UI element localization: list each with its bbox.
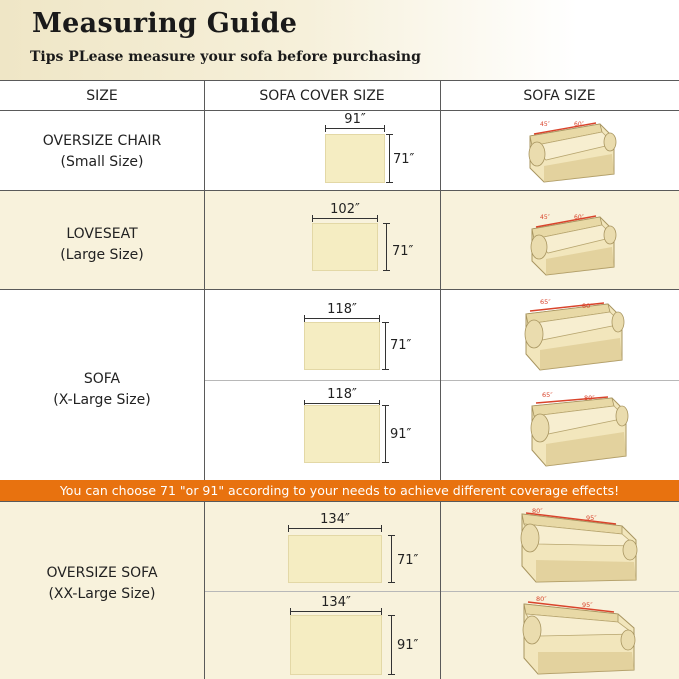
sofa-icon [526, 386, 632, 470]
cover-rectangle [312, 223, 378, 271]
size-label-loveseat [0, 224, 204, 266]
dimension-tick [383, 223, 390, 224]
cover-width-label: 118″ [327, 302, 357, 317]
width-dimension-line [304, 318, 380, 319]
header-banner [0, 0, 679, 80]
size-sub: (Small Size) [60, 154, 144, 170]
column-header-size: SIZE [86, 88, 118, 104]
sofa-range-to: 60″ [574, 121, 584, 128]
dimension-tick [379, 315, 380, 322]
column-divider [440, 501, 441, 679]
cover-height-label: 71″ [393, 152, 415, 167]
height-dimension-line [385, 405, 386, 463]
size-sub: (Large Size) [60, 247, 144, 263]
size-sub: (X-Large Size) [53, 392, 151, 408]
size-sub: (XX-Large Size) [48, 586, 156, 602]
sofa-icon [526, 207, 622, 277]
table-top-rule [0, 80, 679, 81]
cover-rectangle [325, 134, 385, 183]
dimension-tick [290, 608, 291, 615]
size-label-oversize-sofa [0, 563, 204, 605]
dimension-tick [325, 125, 326, 132]
dimension-tick [382, 462, 389, 463]
page-subtitle: Tips PLease measure your sofa before purchasing [30, 49, 421, 65]
sofa-range-from: 45″ [540, 214, 550, 221]
dimension-tick [304, 315, 305, 322]
column-header-sofa-size: SOFA SIZE [523, 88, 596, 104]
column-header-cover-size: SOFA COVER SIZE [259, 88, 385, 104]
dimension-tick [312, 215, 313, 222]
row-divider [0, 289, 679, 290]
cover-rectangle [304, 405, 380, 463]
width-dimension-line [288, 528, 382, 529]
sofa-range-from: 80″ [536, 595, 547, 603]
cover-width-label: 91″ [344, 112, 366, 127]
dimension-tick [388, 582, 395, 583]
dimension-tick [384, 125, 385, 132]
dimension-tick [377, 215, 378, 222]
cover-height-label: 71″ [397, 553, 419, 568]
width-dimension-line [312, 218, 378, 219]
height-dimension-line [389, 134, 390, 183]
sofa-range-to: 95″ [586, 514, 597, 522]
sofa-icon [516, 504, 642, 588]
sofa-range-to: 60″ [574, 214, 584, 221]
row-divider [0, 501, 679, 502]
dimension-tick [386, 134, 393, 135]
dimension-tick [383, 270, 390, 271]
height-dimension-line [391, 615, 392, 675]
size-name: OVERSIZE SOFA [46, 565, 158, 581]
row-divider [0, 190, 679, 191]
cover-width-label: 134″ [321, 595, 351, 610]
dimension-tick [381, 608, 382, 615]
dimension-tick [388, 674, 395, 675]
table-header-rule [0, 110, 679, 111]
size-label-oversize-chair [0, 131, 204, 173]
size-name: LOVESEAT [66, 226, 138, 242]
cover-height-label: 71″ [392, 244, 414, 259]
dimension-tick [388, 535, 395, 536]
sofa-icon [522, 116, 622, 184]
dimension-tick [288, 525, 289, 532]
size-name: SOFA [83, 371, 121, 387]
size-label-sofa [0, 369, 204, 411]
cover-rectangle [290, 615, 382, 675]
cover-width-label: 118″ [327, 387, 357, 402]
sofa-range-from: 65″ [542, 391, 553, 399]
dimension-tick [382, 322, 389, 323]
height-dimension-line [391, 535, 392, 583]
sofa-range-from: 45″ [540, 121, 550, 128]
width-dimension-line [290, 611, 382, 612]
page-title: Measuring Guide [32, 8, 298, 39]
sofa-range-to: 80″ [584, 394, 595, 402]
sub-row-divider [204, 380, 679, 381]
column-divider [440, 80, 441, 480]
sofa-range-from: 65″ [540, 298, 551, 306]
column-divider [204, 80, 205, 480]
width-dimension-line [325, 128, 385, 129]
notice-bar: You can choose 71 "or 91" according to your needs to achieve different coverage effects! [0, 480, 679, 501]
width-dimension-line [304, 403, 380, 404]
column-divider [204, 501, 205, 679]
cover-width-label: 102″ [330, 202, 360, 217]
cover-height-label: 91″ [397, 638, 419, 653]
sofa-icon [518, 592, 642, 678]
sofa-range-to: 80″ [582, 302, 593, 310]
sofa-range-from: 80″ [532, 507, 543, 515]
cover-rectangle [304, 322, 380, 370]
cover-height-label: 91″ [390, 427, 412, 442]
sofa-range-to: 95″ [582, 601, 593, 609]
cover-width-label: 134″ [320, 512, 350, 527]
dimension-tick [386, 182, 393, 183]
sofa-icon [520, 294, 628, 374]
cover-height-label: 71″ [390, 338, 412, 353]
height-dimension-line [385, 322, 386, 370]
height-dimension-line [386, 223, 387, 271]
dimension-tick [382, 405, 389, 406]
cover-rectangle [288, 535, 382, 583]
size-name: OVERSIZE CHAIR [42, 133, 162, 149]
dimension-tick [382, 369, 389, 370]
dimension-tick [388, 615, 395, 616]
dimension-tick [381, 525, 382, 532]
